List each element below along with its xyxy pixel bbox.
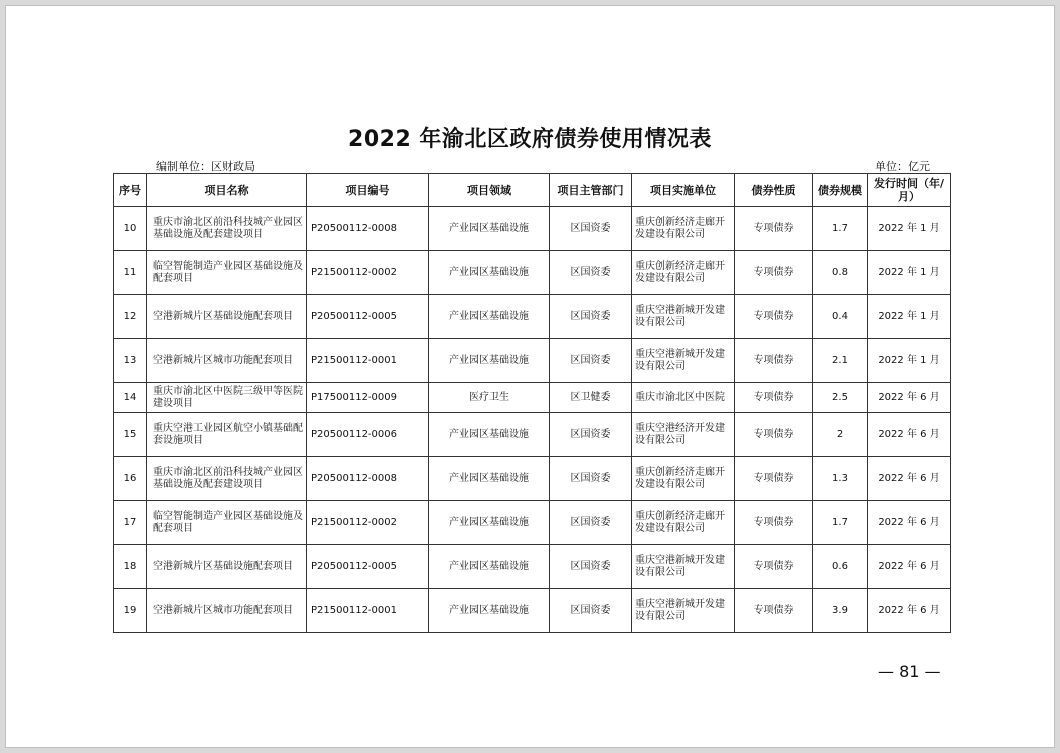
cell-time: 2022 年 1 月	[868, 207, 951, 251]
cell-code: P20500112-0008	[307, 207, 429, 251]
cell-nature: 专项债券	[735, 457, 813, 501]
cell-nature: 专项债券	[735, 501, 813, 545]
cell-impl: 重庆创新经济走廊开发建设有限公司	[632, 501, 735, 545]
cell-code: P21500112-0002	[307, 501, 429, 545]
cell-time: 2022 年 6 月	[868, 457, 951, 501]
table-header-row	[114, 174, 951, 207]
cell-impl: 重庆市渝北区中医院	[632, 383, 735, 413]
cell-dept: 区国资委	[550, 457, 632, 501]
header-impl: 项目实施单位	[632, 174, 735, 207]
cell-dept: 区国资委	[550, 413, 632, 457]
cell-seq: 14	[114, 383, 147, 413]
cell-seq: 19	[114, 589, 147, 633]
table-row	[114, 413, 951, 457]
cell-time: 2022 年 1 月	[868, 295, 951, 339]
cell-dept: 区国资委	[550, 295, 632, 339]
cell-seq: 13	[114, 339, 147, 383]
header-nature: 债券性质	[735, 174, 813, 207]
cell-nature: 专项债券	[735, 413, 813, 457]
header-seq: 序号	[114, 174, 147, 207]
cell-name: 空港新城片区基础设施配套项目	[147, 545, 307, 589]
page-number: — 81 —	[878, 662, 941, 681]
cell-name: 临空智能制造产业园区基础设施及配套项目	[147, 501, 307, 545]
compiler-label: 编制单位：区财政局	[156, 160, 255, 173]
cell-dept: 区国资委	[550, 251, 632, 295]
table-row	[114, 589, 951, 633]
cell-name: 临空智能制造产业园区基础设施及配套项目	[147, 251, 307, 295]
cell-code: P17500112-0009	[307, 383, 429, 413]
cell-name: 重庆市渝北区前沿科技城产业园区基础设施及配套建设项目	[147, 207, 307, 251]
cell-dept: 区国资委	[550, 545, 632, 589]
table-row	[114, 501, 951, 545]
cell-field: 产业园区基础设施	[429, 501, 550, 545]
cell-code: P21500112-0001	[307, 589, 429, 633]
table-row	[114, 545, 951, 589]
cell-field: 产业园区基础设施	[429, 339, 550, 383]
cell-code: P20500112-0006	[307, 413, 429, 457]
cell-impl: 重庆空港经济开发建设有限公司	[632, 413, 735, 457]
cell-name: 重庆市渝北区中医院三级甲等医院建设项目	[147, 383, 307, 413]
cell-impl: 重庆创新经济走廊开发建设有限公司	[632, 251, 735, 295]
header-field: 项目领域	[429, 174, 550, 207]
cell-impl: 重庆创新经济走廊开发建设有限公司	[632, 457, 735, 501]
cell-field: 产业园区基础设施	[429, 207, 550, 251]
cell-impl: 重庆创新经济走廊开发建设有限公司	[632, 207, 735, 251]
cell-name: 空港新城片区城市功能配套项目	[147, 339, 307, 383]
header-scale: 债券规模	[813, 174, 868, 207]
cell-impl: 重庆空港新城开发建设有限公司	[632, 545, 735, 589]
cell-time: 2022 年 1 月	[868, 339, 951, 383]
cell-nature: 专项债券	[735, 383, 813, 413]
cell-nature: 专项债券	[735, 339, 813, 383]
cell-dept: 区卫健委	[550, 383, 632, 413]
cell-time: 2022 年 6 月	[868, 501, 951, 545]
cell-seq: 10	[114, 207, 147, 251]
cell-time: 2022 年 6 月	[868, 589, 951, 633]
cell-field: 医疗卫生	[429, 383, 550, 413]
document-page	[5, 5, 1055, 748]
cell-code: P21500112-0002	[307, 251, 429, 295]
cell-code: P20500112-0005	[307, 545, 429, 589]
cell-nature: 专项债券	[735, 251, 813, 295]
table-row	[114, 295, 951, 339]
cell-scale: 0.8	[813, 251, 868, 295]
cell-scale: 0.4	[813, 295, 868, 339]
cell-field: 产业园区基础设施	[429, 457, 550, 501]
cell-seq: 18	[114, 545, 147, 589]
cell-seq: 16	[114, 457, 147, 501]
table-row	[114, 457, 951, 501]
cell-name: 空港新城片区基础设施配套项目	[147, 295, 307, 339]
header-time: 发行时间（年/月）	[868, 174, 951, 207]
cell-field: 产业园区基础设施	[429, 413, 550, 457]
cell-seq: 17	[114, 501, 147, 545]
cell-name: 空港新城片区城市功能配套项目	[147, 589, 307, 633]
table-row	[114, 251, 951, 295]
cell-scale: 2.5	[813, 383, 868, 413]
table-row	[114, 383, 951, 413]
cell-field: 产业园区基础设施	[429, 295, 550, 339]
table-row	[114, 339, 951, 383]
cell-scale: 1.3	[813, 457, 868, 501]
cell-dept: 区国资委	[550, 339, 632, 383]
cell-code: P20500112-0008	[307, 457, 429, 501]
unit-label: 单位：亿元	[875, 160, 930, 173]
table-row	[114, 207, 951, 251]
cell-dept: 区国资委	[550, 207, 632, 251]
cell-scale: 3.9	[813, 589, 868, 633]
cell-nature: 专项债券	[735, 545, 813, 589]
cell-nature: 专项债券	[735, 295, 813, 339]
cell-scale: 2.1	[813, 339, 868, 383]
cell-dept: 区国资委	[550, 589, 632, 633]
cell-dept: 区国资委	[550, 501, 632, 545]
cell-impl: 重庆空港新城开发建设有限公司	[632, 589, 735, 633]
cell-scale: 1.7	[813, 207, 868, 251]
cell-code: P21500112-0001	[307, 339, 429, 383]
cell-nature: 专项债券	[735, 207, 813, 251]
cell-nature: 专项债券	[735, 589, 813, 633]
cell-time: 2022 年 6 月	[868, 545, 951, 589]
cell-name: 重庆空港工业园区航空小镇基础配套设施项目	[147, 413, 307, 457]
cell-field: 产业园区基础设施	[429, 545, 550, 589]
cell-scale: 1.7	[813, 501, 868, 545]
cell-seq: 15	[114, 413, 147, 457]
cell-time: 2022 年 6 月	[868, 383, 951, 413]
cell-impl: 重庆空港新城开发建设有限公司	[632, 339, 735, 383]
bond-usage-table	[113, 173, 951, 633]
header-name: 项目名称	[147, 174, 307, 207]
cell-seq: 11	[114, 251, 147, 295]
cell-code: P20500112-0005	[307, 295, 429, 339]
cell-scale: 2	[813, 413, 868, 457]
header-dept: 项目主管部门	[550, 174, 632, 207]
cell-scale: 0.6	[813, 545, 868, 589]
header-code: 项目编号	[307, 174, 429, 207]
cell-seq: 12	[114, 295, 147, 339]
cell-field: 产业园区基础设施	[429, 251, 550, 295]
cell-field: 产业园区基础设施	[429, 589, 550, 633]
cell-time: 2022 年 1 月	[868, 251, 951, 295]
cell-impl: 重庆空港新城开发建设有限公司	[632, 295, 735, 339]
cell-name: 重庆市渝北区前沿科技城产业园区基础设施及配套建设项目	[147, 457, 307, 501]
cell-time: 2022 年 6 月	[868, 413, 951, 457]
page-title: 2022 年渝北区政府债券使用情况表	[348, 127, 712, 152]
